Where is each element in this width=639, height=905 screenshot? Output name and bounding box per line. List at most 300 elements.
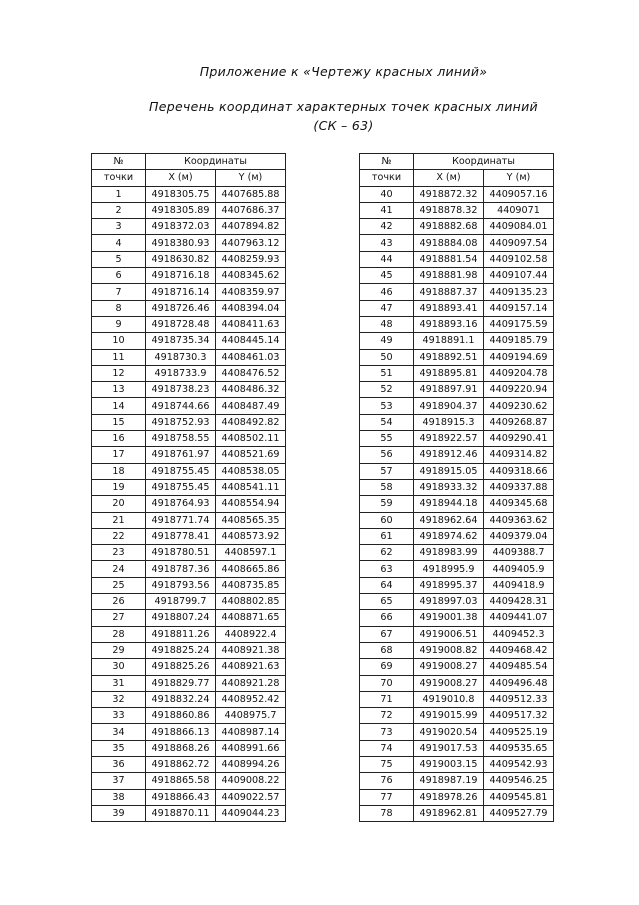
x-coordinate-cell: 4918887.37 [414,284,484,300]
x-coordinate-cell: 4918974.62 [414,528,484,544]
table-row [360,756,554,772]
y-coordinate-cell: 4409535.65 [484,740,554,756]
y-coordinate-cell: 4408502.11 [216,431,286,447]
x-coordinate-cell: 4918881.98 [414,268,484,284]
header-coordinates: Координаты [414,154,554,170]
x-coordinate-cell: 4918895.81 [414,365,484,381]
x-coordinate-cell: 4918997.03 [414,594,484,610]
x-coordinate-cell: 4918893.41 [414,300,484,316]
table-row [92,740,286,756]
table-row [360,219,554,235]
table-row [92,479,286,495]
table-row [360,463,554,479]
point-number-cell: 50 [360,349,414,365]
table-row [92,577,286,593]
x-coordinate-cell: 4918758.55 [146,431,216,447]
point-number-cell: 52 [360,382,414,398]
table-row [360,398,554,414]
point-number-cell: 47 [360,300,414,316]
table-row [360,202,554,218]
y-coordinate-cell: 4408541.11 [216,479,286,495]
y-coordinate-cell: 4409345.68 [484,496,554,512]
point-number-cell: 11 [92,349,146,365]
y-coordinate-cell: 4409337.88 [484,479,554,495]
y-coordinate-cell: 4409071 [484,202,554,218]
point-number-cell: 76 [360,773,414,789]
x-coordinate-cell: 4918891.1 [414,333,484,349]
point-number-cell: 51 [360,365,414,381]
x-coordinate-cell: 4918755.45 [146,479,216,495]
table-row [360,708,554,724]
y-coordinate-cell: 4408486.32 [216,382,286,398]
point-number-cell: 78 [360,805,414,821]
point-number-cell: 6 [92,268,146,284]
x-coordinate-cell: 4918933.32 [414,479,484,495]
point-number-cell: 73 [360,724,414,740]
table-row [92,528,286,544]
x-coordinate-cell: 4918922.57 [414,431,484,447]
point-number-cell: 62 [360,545,414,561]
point-number-cell: 13 [92,382,146,398]
table-row [92,398,286,414]
table-row [92,300,286,316]
table-row [360,365,554,381]
x-coordinate-cell: 4918811.26 [146,626,216,642]
header-number: № [92,154,146,170]
x-coordinate-cell: 4918995.9 [414,561,484,577]
y-coordinate-cell: 4409135.23 [484,284,554,300]
y-coordinate-cell: 4408411.63 [216,316,286,332]
x-coordinate-cell: 4918865.58 [146,773,216,789]
table-row [360,431,554,447]
x-coordinate-cell: 4919015.99 [414,708,484,724]
x-coordinate-cell: 4918730.3 [146,349,216,365]
y-coordinate-cell: 4409496.48 [484,675,554,691]
table-row [92,365,286,381]
y-coordinate-cell: 4408259.93 [216,251,286,267]
point-number-cell: 61 [360,528,414,544]
y-coordinate-cell: 4408345.62 [216,268,286,284]
point-number-cell: 38 [92,789,146,805]
point-number-cell: 33 [92,708,146,724]
y-coordinate-cell: 4408735.85 [216,577,286,593]
x-coordinate-cell: 4918860.86 [146,708,216,724]
y-coordinate-cell: 4409008.22 [216,773,286,789]
table-row [92,496,286,512]
y-coordinate-cell: 4409527.79 [484,805,554,821]
table-row [360,284,554,300]
x-coordinate-cell: 4918904.37 [414,398,484,414]
x-coordinate-cell: 4918738.23 [146,382,216,398]
table-row [92,512,286,528]
table-row [360,349,554,365]
y-coordinate-cell: 4408461.03 [216,349,286,365]
table-row [92,626,286,642]
point-number-cell: 37 [92,773,146,789]
x-coordinate-cell: 4918787.36 [146,561,216,577]
table-row [92,431,286,447]
table-row [92,594,286,610]
header-number: № [360,154,414,170]
x-coordinate-cell: 4918962.81 [414,805,484,821]
point-number-cell: 1 [92,186,146,202]
point-number-cell: 7 [92,284,146,300]
point-number-cell: 29 [92,642,146,658]
point-number-cell: 5 [92,251,146,267]
y-coordinate-cell: 4408565.35 [216,512,286,528]
x-coordinate-cell: 4918380.93 [146,235,216,251]
y-coordinate-cell: 4409268.87 [484,414,554,430]
table-row [360,300,554,316]
table-row [360,724,554,740]
x-coordinate-cell: 4918892.51 [414,349,484,365]
table-row [92,284,286,300]
x-coordinate-cell: 4918752.93 [146,414,216,430]
point-number-cell: 25 [92,577,146,593]
point-number-cell: 42 [360,219,414,235]
y-coordinate-cell: 4409157.14 [484,300,554,316]
table-row [92,447,286,463]
point-number-cell: 34 [92,724,146,740]
y-coordinate-cell: 4407963.12 [216,235,286,251]
table-row [92,675,286,691]
table-row [92,268,286,284]
point-number-cell: 14 [92,398,146,414]
point-number-cell: 32 [92,691,146,707]
x-coordinate-cell: 4918807.24 [146,610,216,626]
table-row [92,349,286,365]
y-coordinate-cell: 4409405.9 [484,561,554,577]
x-coordinate-cell: 4918862.72 [146,756,216,772]
x-coordinate-cell: 4918866.43 [146,789,216,805]
y-coordinate-cell: 4409452.3 [484,626,554,642]
y-coordinate-cell: 4407685.88 [216,186,286,202]
table-row [360,414,554,430]
y-coordinate-cell: 4409468.42 [484,642,554,658]
y-coordinate-cell: 4409107.44 [484,268,554,284]
point-number-cell: 59 [360,496,414,512]
y-coordinate-cell: 4408445.14 [216,333,286,349]
point-number-cell: 75 [360,756,414,772]
point-number-cell: 17 [92,447,146,463]
point-number-cell: 20 [92,496,146,512]
point-number-cell: 10 [92,333,146,349]
point-number-cell: 57 [360,463,414,479]
point-number-cell: 21 [92,512,146,528]
point-number-cell: 2 [92,202,146,218]
table-row [360,496,554,512]
table-row [360,528,554,544]
y-coordinate-cell: 4409057.16 [484,186,554,202]
point-number-cell: 15 [92,414,146,430]
y-coordinate-cell: 4409097.54 [484,235,554,251]
point-number-cell: 70 [360,675,414,691]
table-row [360,333,554,349]
x-coordinate-cell: 4918872.32 [414,186,484,202]
y-coordinate-cell: 4409517.32 [484,708,554,724]
table-row [360,659,554,675]
y-coordinate-cell: 4409418.9 [484,577,554,593]
y-coordinate-cell: 4408538.05 [216,463,286,479]
table-row [92,382,286,398]
x-coordinate-cell: 4919001.38 [414,610,484,626]
point-number-cell: 39 [92,805,146,821]
table-row [360,235,554,251]
y-coordinate-cell: 4408359.97 [216,284,286,300]
y-coordinate-cell: 4408492.82 [216,414,286,430]
table-row [92,642,286,658]
point-number-cell: 68 [360,642,414,658]
x-coordinate-cell: 4918912.46 [414,447,484,463]
x-coordinate-cell: 4918944.18 [414,496,484,512]
point-number-cell: 74 [360,740,414,756]
y-coordinate-cell: 4408975.7 [216,708,286,724]
x-coordinate-cell: 4918793.56 [146,577,216,593]
table-row [92,202,286,218]
point-number-cell: 35 [92,740,146,756]
y-coordinate-cell: 4409185.79 [484,333,554,349]
x-coordinate-cell: 4918716.18 [146,268,216,284]
y-coordinate-cell: 4409290.41 [484,431,554,447]
x-coordinate-cell: 4918962.64 [414,512,484,528]
table-row [360,642,554,658]
point-number-cell: 58 [360,479,414,495]
coordinates-table-left [91,153,286,822]
point-number-cell: 43 [360,235,414,251]
table-row [360,740,554,756]
y-coordinate-cell: 4408487.49 [216,398,286,414]
x-coordinate-cell: 4918825.26 [146,659,216,675]
x-coordinate-cell: 4919003.15 [414,756,484,772]
x-coordinate-cell: 4918825.24 [146,642,216,658]
y-coordinate-cell: 4408987.14 [216,724,286,740]
table-row [360,447,554,463]
y-coordinate-cell: 4409525.19 [484,724,554,740]
y-coordinate-cell: 4409204.78 [484,365,554,381]
point-number-cell: 26 [92,594,146,610]
header-coordinates: Координаты [146,154,286,170]
x-coordinate-cell: 4918884.08 [414,235,484,251]
table-row [92,708,286,724]
header-x: X (м) [414,170,484,186]
table-row [360,382,554,398]
table-row [360,610,554,626]
point-number-cell: 22 [92,528,146,544]
point-number-cell: 63 [360,561,414,577]
y-coordinate-cell: 4409388.7 [484,545,554,561]
x-coordinate-cell: 4918829.77 [146,675,216,691]
y-coordinate-cell: 4409175.59 [484,316,554,332]
y-coordinate-cell: 4408871.65 [216,610,286,626]
table-row [92,414,286,430]
coordinate-system-label: (СК – 63) [313,118,374,133]
point-number-cell: 3 [92,219,146,235]
header-y: Y (м) [484,170,554,186]
point-number-cell: 12 [92,365,146,381]
y-coordinate-cell: 4408922.4 [216,626,286,642]
point-number-cell: 71 [360,691,414,707]
x-coordinate-cell: 4919020.54 [414,724,484,740]
y-coordinate-cell: 4408521.69 [216,447,286,463]
table-row [360,561,554,577]
table-row [92,789,286,805]
point-number-cell: 16 [92,431,146,447]
x-coordinate-cell: 4919006.51 [414,626,484,642]
y-coordinate-cell: 4408476.52 [216,365,286,381]
x-coordinate-cell: 4918735.34 [146,333,216,349]
table-row [92,805,286,821]
x-coordinate-cell: 4918744.66 [146,398,216,414]
y-coordinate-cell: 4409314.82 [484,447,554,463]
x-coordinate-cell: 4918733.9 [146,365,216,381]
table-row [360,805,554,821]
point-number-cell: 49 [360,333,414,349]
y-coordinate-cell: 4408952.42 [216,691,286,707]
table-row [92,186,286,202]
point-number-cell: 19 [92,479,146,495]
x-coordinate-cell: 4918983.99 [414,545,484,561]
x-coordinate-cell: 4918832.24 [146,691,216,707]
point-number-cell: 28 [92,626,146,642]
header-y: Y (м) [216,170,286,186]
x-coordinate-cell: 4918305.75 [146,186,216,202]
x-coordinate-cell: 4918897.91 [414,382,484,398]
x-coordinate-cell: 4918761.97 [146,447,216,463]
x-coordinate-cell: 4919008.27 [414,659,484,675]
point-number-cell: 24 [92,561,146,577]
table-row [360,316,554,332]
x-coordinate-cell: 4918305.89 [146,202,216,218]
y-coordinate-cell: 4408394.04 [216,300,286,316]
point-number-cell: 27 [92,610,146,626]
y-coordinate-cell: 4409546.25 [484,773,554,789]
table-row [360,268,554,284]
x-coordinate-cell: 4918778.41 [146,528,216,544]
point-number-cell: 41 [360,202,414,218]
x-coordinate-cell: 4918878.32 [414,202,484,218]
y-coordinate-cell: 4409220.94 [484,382,554,398]
x-coordinate-cell: 4918866.13 [146,724,216,740]
point-number-cell: 64 [360,577,414,593]
y-coordinate-cell: 4409022.57 [216,789,286,805]
x-coordinate-cell: 4918978.26 [414,789,484,805]
y-coordinate-cell: 4408665.86 [216,561,286,577]
y-coordinate-cell: 4409485.54 [484,659,554,675]
y-coordinate-cell: 4409542.93 [484,756,554,772]
x-coordinate-cell: 4918755.45 [146,463,216,479]
table-row [360,512,554,528]
y-coordinate-cell: 4407894.82 [216,219,286,235]
y-coordinate-cell: 4409363.62 [484,512,554,528]
point-number-cell: 54 [360,414,414,430]
table-row [360,479,554,495]
table-row [92,333,286,349]
x-coordinate-cell: 4918630.82 [146,251,216,267]
y-coordinate-cell: 4408597.1 [216,545,286,561]
x-coordinate-cell: 4918995.37 [414,577,484,593]
point-number-cell: 48 [360,316,414,332]
table-row [360,789,554,805]
y-coordinate-cell: 4409044.23 [216,805,286,821]
table-row [92,316,286,332]
y-coordinate-cell: 4408573.92 [216,528,286,544]
point-number-cell: 67 [360,626,414,642]
point-number-cell: 69 [360,659,414,675]
x-coordinate-cell: 4919017.53 [414,740,484,756]
point-number-cell: 44 [360,251,414,267]
point-number-cell: 4 [92,235,146,251]
y-coordinate-cell: 4408554.94 [216,496,286,512]
point-number-cell: 9 [92,316,146,332]
x-coordinate-cell: 4919008.82 [414,642,484,658]
y-coordinate-cell: 4408991.66 [216,740,286,756]
y-coordinate-cell: 4407686.37 [216,202,286,218]
appendix-title: Приложение к «Чертежу красных линий» [199,64,488,79]
y-coordinate-cell: 4409441.07 [484,610,554,626]
point-number-cell: 8 [92,300,146,316]
point-number-cell: 23 [92,545,146,561]
x-coordinate-cell: 4918726.46 [146,300,216,316]
point-number-cell: 36 [92,756,146,772]
header-point: точки [360,170,414,186]
y-coordinate-cell: 4409230.62 [484,398,554,414]
table-row [92,610,286,626]
coordinates-table-right [359,153,554,822]
point-number-cell: 72 [360,708,414,724]
table-row [360,594,554,610]
table-row [92,561,286,577]
y-coordinate-cell: 4408921.63 [216,659,286,675]
point-number-cell: 40 [360,186,414,202]
point-number-cell: 46 [360,284,414,300]
x-coordinate-cell: 4918716.14 [146,284,216,300]
x-coordinate-cell: 4918915.3 [414,414,484,430]
x-coordinate-cell: 4919008.27 [414,675,484,691]
y-coordinate-cell: 4409318.66 [484,463,554,479]
x-coordinate-cell: 4918868.26 [146,740,216,756]
y-coordinate-cell: 4409428.31 [484,594,554,610]
table-row [92,659,286,675]
table-row [360,545,554,561]
table-row [360,773,554,789]
y-coordinate-cell: 4409084.01 [484,219,554,235]
y-coordinate-cell: 4408921.38 [216,642,286,658]
header-point: точки [92,170,146,186]
x-coordinate-cell: 4918771.74 [146,512,216,528]
point-number-cell: 77 [360,789,414,805]
x-coordinate-cell: 4918372.03 [146,219,216,235]
y-coordinate-cell: 4409102.58 [484,251,554,267]
table-row [360,577,554,593]
point-number-cell: 56 [360,447,414,463]
y-coordinate-cell: 4408921.28 [216,675,286,691]
x-coordinate-cell: 4918780.51 [146,545,216,561]
table-row [360,691,554,707]
point-number-cell: 60 [360,512,414,528]
point-number-cell: 31 [92,675,146,691]
table-row [360,251,554,267]
table-row [92,463,286,479]
y-coordinate-cell: 4409194.69 [484,349,554,365]
x-coordinate-cell: 4918882.68 [414,219,484,235]
table-row [92,691,286,707]
y-coordinate-cell: 4409379.04 [484,528,554,544]
x-coordinate-cell: 4918987.19 [414,773,484,789]
x-coordinate-cell: 4918915.05 [414,463,484,479]
x-coordinate-cell: 4918893.16 [414,316,484,332]
point-number-cell: 65 [360,594,414,610]
x-coordinate-cell: 4918881.54 [414,251,484,267]
